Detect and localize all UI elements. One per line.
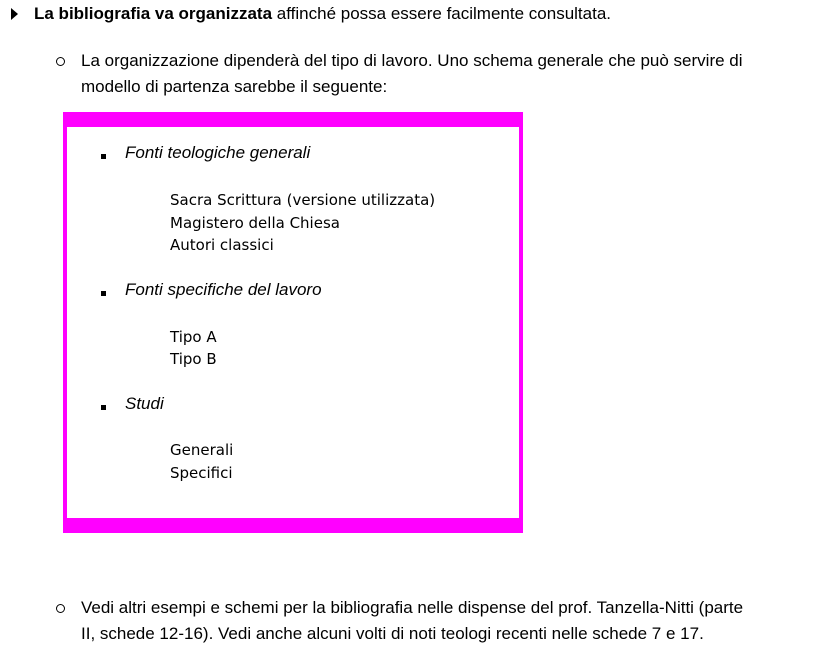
triangle-bullet-icon: [11, 8, 18, 20]
bibliography-scheme-box: [63, 112, 523, 533]
point1-line1: La organizzazione dipenderà del tipo di lavoro. Uno schema generale che può servire di: [81, 51, 743, 70]
list-item: Generali: [170, 441, 234, 459]
square-bullet-icon: [101, 405, 106, 410]
section-title-fonti-generali: Fonti teologiche generali: [125, 143, 311, 162]
list-item: Specifici: [170, 464, 233, 482]
square-bullet-icon: [101, 291, 106, 296]
section-title-studi: Studi: [125, 394, 164, 413]
point1-line2: modello di partenza sarebbe il seguente:: [81, 77, 388, 96]
list-item: Sacra Scrittura (versione utilizzata): [170, 191, 436, 209]
intro-bold-text: La bibliografia va organizzata: [34, 4, 273, 23]
list-item: Tipo B: [170, 350, 217, 368]
circle-bullet-icon: [56, 604, 65, 613]
point2-line1: Vedi altri esempi e schemi per la bibliografia nelle dispense del prof. Tanzella-Nitti (parte: [81, 598, 744, 617]
intro-rest-text: affinché possa essere facilmente consultata.: [272, 4, 611, 23]
circle-bullet-icon: [56, 57, 65, 66]
list-item: Tipo A: [170, 328, 217, 346]
square-bullet-icon: [101, 154, 106, 159]
list-item: Magistero della Chiesa: [170, 214, 340, 232]
section-title-fonti-specifiche: Fonti specifiche del lavoro: [125, 280, 322, 299]
list-item: Autori classici: [170, 236, 274, 254]
intro-line: [34, 1, 611, 27]
point2-line2: II, schede 12-16). Vedi anche alcuni volti di noti teologi recenti nelle schede 7 e 17.: [81, 624, 704, 643]
